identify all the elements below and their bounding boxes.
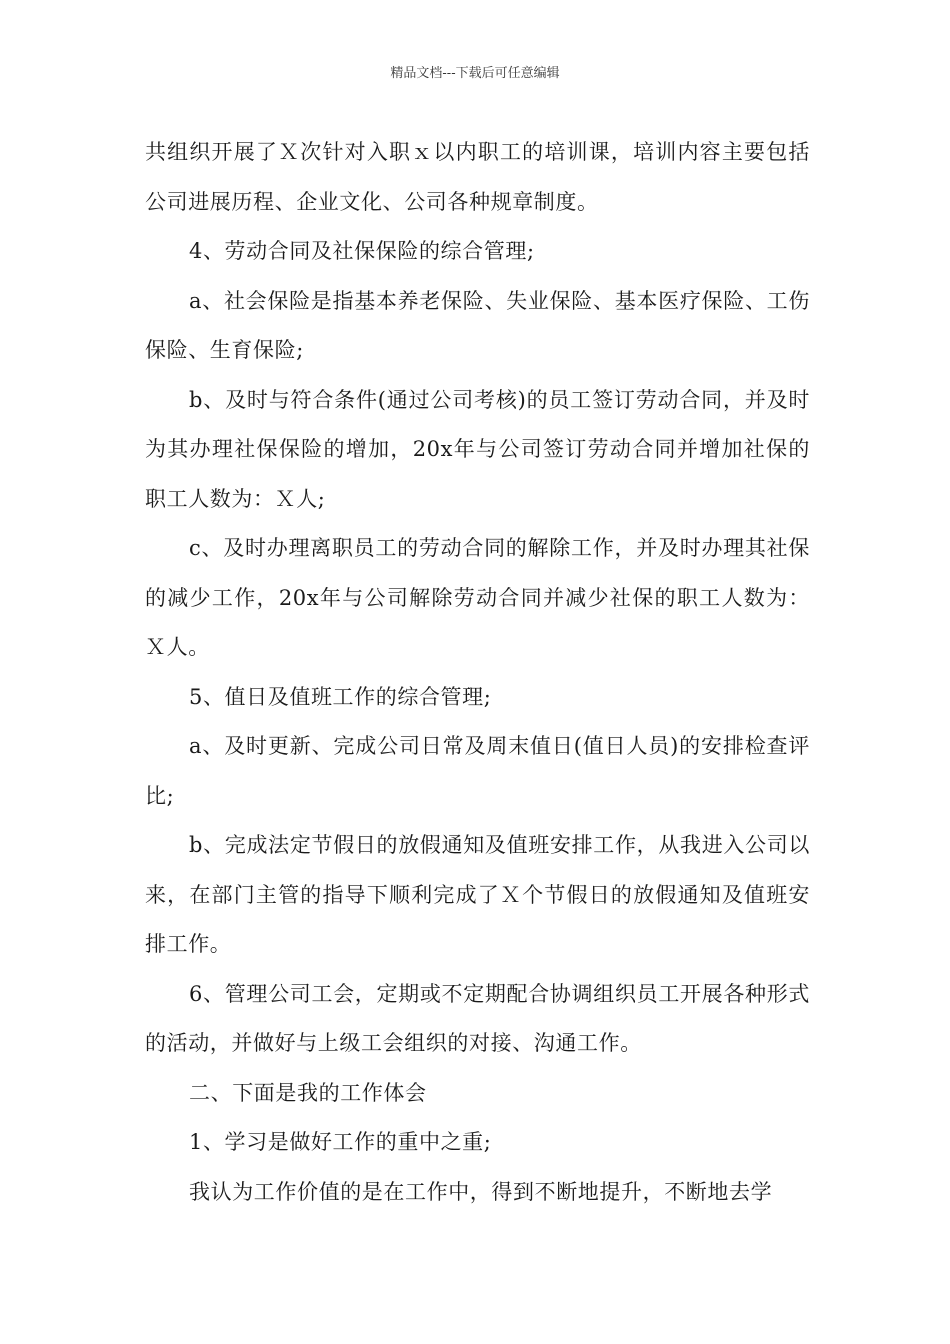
- document-body: [145, 128, 810, 1217]
- paragraph: 1、学习是做好工作的重中之重;: [189, 1130, 492, 1154]
- section-heading: 二、下面是我的工作体会: [189, 1080, 427, 1105]
- paragraph: a、社会保险是指基本养老保险、失业保险、基本医疗保险、工伤保险、生育保险;: [145, 288, 810, 362]
- paragraph: 6、管理公司工会，定期或不定期配合协调组织员工开展各种形式的活动，并做好与上级工会组织的对接、沟通工作。: [145, 981, 810, 1055]
- page-header: 精品文档---下载后可任意编辑: [390, 66, 560, 81]
- paragraph: c、及时办理离职员工的劳动合同的解除工作，并及时办理其社保的减少工作，20x年与公司解除劳动合同并减少社保的职工人数为：Ｘ人。: [145, 536, 810, 659]
- paragraph: 共组织开展了Ｘ次针对入职ｘ以内职工的培训课，培训内容主要包括公司进展历程、企业文化、公司各种规章制度。: [145, 140, 810, 214]
- paragraph: b、及时与符合条件(通过公司考核)的员工签订劳动合同，并及时为其办理社保保险的增加，20x年与公司签订劳动合同并增加社保的职工人数为：Ｘ人;: [145, 387, 810, 511]
- paragraph: b、完成法定节假日的放假通知及值班安排工作，从我进入公司以来，在部门主管的指导下顺利完成了Ｘ个节假日的放假通知及值班安排工作。: [145, 833, 810, 956]
- paragraph: 4、劳动合同及社保保险的综合管理;: [189, 239, 535, 263]
- paragraph: 我认为工作价值的是在工作中，得到不断地提升，不断地去学: [189, 1179, 773, 1204]
- paragraph: 5、值日及值班工作的综合管理;: [189, 684, 492, 709]
- paragraph: a、及时更新、完成公司日常及周末值日(值日人员)的安排检查评比;: [145, 734, 810, 808]
